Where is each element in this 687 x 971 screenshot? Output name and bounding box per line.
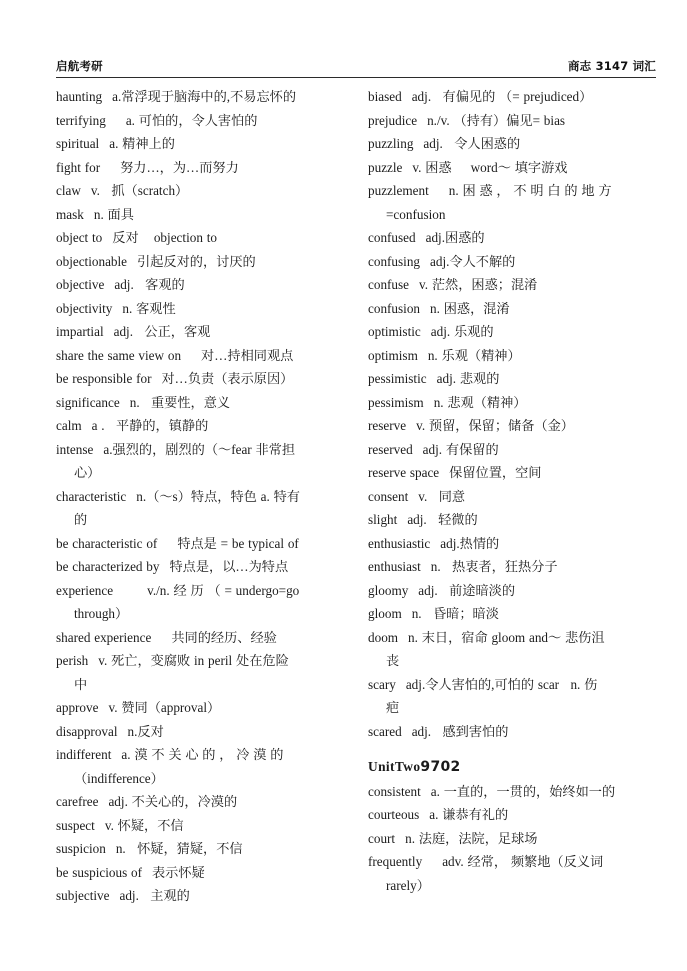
entry-term: frequently [368, 854, 423, 869]
vocabulary-entry [368, 85, 656, 109]
vocabulary-entry [368, 156, 656, 180]
vocabulary-entry [56, 179, 344, 203]
vocabulary-entry [368, 485, 656, 509]
vocabulary-entry [56, 156, 344, 180]
vocabulary-entry [56, 391, 344, 415]
vocabulary-entry [56, 743, 344, 790]
vocabulary-entry [56, 485, 344, 532]
vocabulary-entry [368, 827, 656, 851]
entry-term: disapproval [56, 723, 118, 739]
entry-definition: 特点是，以…为特点 [169, 559, 289, 574]
entry-term: enthusiast [368, 559, 421, 574]
entry-definition: adj. 有偏见的 （= prejudiced） [411, 89, 593, 104]
entry-term: gloomy [368, 582, 409, 598]
vocabulary-entry [368, 626, 656, 673]
entry-definition: 对…持相同观点 [201, 347, 294, 363]
vocabulary-entry [56, 226, 344, 250]
entry-definition: n. 悲观（精神） [433, 394, 527, 410]
entry-definition: n. 热衷者，狂热分子 [430, 559, 558, 574]
vocabulary-entry [368, 602, 656, 626]
entry-definition: n. 昏暗；暗淡 [411, 606, 499, 621]
vocabulary-entry [56, 696, 344, 720]
vocabulary-entry [368, 555, 656, 579]
entry-continuation: 的 [74, 512, 88, 527]
entry-continuation: through） [74, 606, 129, 621]
vocabulary-entry [56, 720, 344, 744]
vocabulary-entry [56, 814, 344, 838]
entry-term: consent [368, 488, 409, 504]
entry-definition: 努力…，为…而努力 [120, 159, 239, 175]
entry-continuation: 丧 [386, 653, 400, 668]
entry-definition: n. 面具 [93, 206, 134, 222]
unit-number: 9702 [420, 759, 461, 775]
entry-term: be characteristic of [56, 535, 158, 551]
entry-continuation: （indifference） [74, 770, 164, 786]
entry-term: confused [368, 230, 416, 245]
right-entry-list [368, 85, 656, 743]
entry-term: experience [56, 582, 114, 598]
entry-term: impartial [56, 324, 104, 339]
vocabulary-entry [368, 414, 656, 438]
vocabulary-entry [368, 391, 656, 415]
entry-term: subjective [56, 888, 110, 903]
vocabulary-entry [56, 579, 344, 626]
entry-term: slight [368, 512, 398, 527]
entry-definition: v. 死亡，变腐败 in peril 处在危险 [98, 653, 289, 668]
entry-term: characteristic [56, 488, 127, 504]
entry-definition: a. 谦恭有礼的 [429, 807, 509, 822]
entry-definition: 表示怀疑 [151, 864, 205, 880]
entry-definition: 对…负责（表示原因） [161, 371, 294, 386]
entry-term: biased [368, 89, 402, 104]
vocabulary-entry [368, 438, 656, 462]
entry-definition: v. 困惑 word～ 填字游戏 [412, 159, 568, 175]
header-left-title: 启航考研 [56, 59, 103, 73]
entry-definition: adj. 有保留的 [422, 441, 499, 457]
entry-definition: n. 重要性，意义 [129, 394, 231, 410]
entry-term: terrifying [56, 112, 106, 128]
vocabulary-entry [56, 109, 344, 133]
entry-definition: adj. 客观的 [114, 277, 185, 292]
entry-term: optimistic [368, 324, 421, 339]
vocabulary-entry [368, 320, 656, 344]
vocabulary-entry [368, 367, 656, 391]
entry-term: scary [368, 676, 396, 692]
vocabulary-entry [368, 132, 656, 156]
vocabulary-entry [368, 461, 656, 485]
entry-definition: n. 乐观（精神） [427, 347, 521, 363]
entry-term: indifferent [56, 747, 112, 762]
entry-term: reserve space [368, 465, 440, 480]
entry-definition: a. 可怕的，令人害怕的 [125, 112, 258, 128]
entry-definition: adj. 悲观的 [436, 371, 500, 386]
left-column [56, 85, 344, 908]
vocabulary-entry [56, 790, 344, 814]
entry-definition: n.反对 [127, 723, 164, 739]
entry-term: puzzling [368, 136, 414, 151]
entry-term: be responsible for [56, 371, 152, 386]
vocabulary-entry [368, 109, 656, 133]
entry-definition: a.强烈的，剧烈的（～fear 非常担 [103, 441, 296, 457]
entry-term: objective [56, 277, 105, 292]
entry-term: perish [56, 653, 89, 668]
vocabulary-entry [368, 179, 656, 226]
vocabulary-entry [368, 297, 656, 321]
entry-term: carefree [56, 794, 99, 809]
vocabulary-entry [56, 273, 344, 297]
entry-definition: adj.困惑的 [425, 230, 485, 245]
vocabulary-entry [368, 850, 656, 897]
entry-term: shared experience [56, 629, 152, 645]
entry-definition: n./v. （持有）偏见= bias [427, 112, 566, 128]
entry-term: calm [56, 418, 82, 433]
entry-definition: v. 抓（scratch） [90, 183, 189, 198]
entry-definition: adj. 主观的 [119, 888, 190, 903]
entry-term: suspicion [56, 841, 106, 856]
unit-label: Unit [368, 759, 395, 774]
vocabulary-entry [368, 344, 656, 368]
entry-definition: adj.热情的 [440, 535, 500, 551]
entry-definition: adj. 感到害怕的 [411, 723, 509, 739]
right-entry-list-after-unit [368, 780, 656, 898]
vocabulary-entry [56, 438, 344, 485]
vocabulary-entry [368, 673, 656, 720]
entry-definition: 反对 objection to [112, 230, 217, 245]
vocabulary-entry [368, 803, 656, 827]
entry-definition: v. 赞同（approval） [108, 700, 221, 715]
entry-term: objectivity [56, 300, 113, 316]
entry-term: spiritual [56, 136, 100, 151]
left-entry-list [56, 85, 344, 908]
vocabulary-entry [56, 203, 344, 227]
entry-term: pessimism [368, 394, 424, 410]
entry-definition: adj. 令人困惑的 [423, 136, 521, 151]
entry-definition: adj. 乐观的 [430, 324, 494, 339]
vocabulary-entry [56, 884, 344, 908]
entry-definition: a. 精神上的 [109, 136, 175, 151]
vocabulary-entry [56, 861, 344, 885]
vocabulary-entry [56, 367, 344, 391]
vocabulary-entry [56, 414, 344, 438]
entry-definition: a. 一直的，一贯的，始终如一的 [430, 783, 616, 799]
entry-definition: a . 平静的，镇静的 [91, 418, 209, 433]
vocabulary-entry [368, 720, 656, 744]
entry-term: intense [56, 441, 94, 457]
entry-term: fight for [56, 159, 101, 175]
entry-term: confuse [368, 277, 410, 292]
entry-definition: adj. 不关心的，冷漠的 [108, 794, 238, 809]
entry-definition: adv. 经常， 频繁地（反义词 [442, 854, 604, 869]
entry-definition: n. 怀疑，猜疑，不信 [115, 841, 243, 856]
entry-definition: 引起反对的，讨厌的 [137, 253, 256, 269]
right-column [354, 85, 656, 897]
entry-term: suspect [56, 817, 95, 833]
entry-continuation: 疤 [386, 700, 400, 715]
entry-definition: n. 末日，宿命 gloom and～ 悲伤沮 [408, 629, 605, 645]
entry-definition: v. 同意 [418, 488, 466, 504]
entry-term: haunting [56, 89, 103, 104]
entry-term: pessimistic [368, 371, 427, 386]
entry-term: court [368, 830, 396, 846]
entry-definition: adj. 公正，客观 [113, 324, 211, 339]
vocabulary-entry [56, 555, 344, 579]
vocabulary-entry [56, 85, 344, 109]
entry-definition: n. 客观性 [122, 300, 176, 316]
entry-definition: adj.令人害怕的,可怕的 scar n. 伤 [405, 676, 598, 692]
entry-continuation: rarely） [386, 877, 430, 893]
vocabulary-entry [56, 532, 344, 556]
entry-term: approve [56, 700, 99, 715]
entry-continuation: =confusion [386, 206, 446, 222]
entry-term: enthusiastic [368, 535, 431, 551]
entry-term: scared [368, 723, 402, 739]
entry-term: claw [56, 183, 81, 198]
vocabulary-entry [56, 344, 344, 368]
entry-definition: n. 法庭，法院，足球场 [405, 830, 538, 846]
unit-heading [368, 755, 656, 780]
entry-term: share the same view on [56, 347, 182, 363]
vocabulary-entry [368, 780, 656, 804]
entry-definition: 特点是 = be typical of [177, 535, 299, 551]
entry-term: mask [56, 206, 84, 222]
vocabulary-entry [368, 579, 656, 603]
entry-term: puzzlement [368, 183, 429, 198]
entry-term: reserve [368, 418, 407, 433]
entry-term: doom [368, 629, 399, 645]
vocabulary-entry [368, 532, 656, 556]
entry-definition: v./n. 经 历 （ = undergo=go [147, 582, 300, 598]
vocabulary-entry [56, 837, 344, 861]
two-column-body [56, 85, 656, 931]
entry-term: be characterized by [56, 559, 160, 574]
entry-definition: adj. 轻微的 [407, 512, 478, 527]
entry-definition: a.常浮现于脑海中的,不易忘怀的 [112, 89, 297, 104]
entry-definition: v. 预留，保留；储备（金） [416, 418, 574, 433]
entry-definition: adj.令人不解的 [430, 253, 516, 269]
entry-continuation: 中 [74, 676, 88, 692]
vocabulary-entry [368, 508, 656, 532]
header-divider-rule [56, 77, 656, 78]
entry-term: puzzle [368, 159, 403, 175]
entry-term: confusion [368, 300, 421, 316]
entry-term: prejudice [368, 112, 418, 128]
entry-term: objectionable [56, 253, 128, 269]
entry-definition: v. 茫然，困惑；混淆 [419, 277, 538, 292]
vocabulary-entry [56, 649, 344, 696]
running-header [56, 52, 656, 75]
vocabulary-entry [56, 297, 344, 321]
entry-term: confusing [368, 253, 421, 269]
entry-term: reserved [368, 441, 413, 457]
header-right-title: 商志 3147 词汇 [567, 59, 656, 73]
vocabulary-entry [56, 132, 344, 156]
vocabulary-entry [56, 250, 344, 274]
unit-name: Two [394, 759, 421, 774]
vocabulary-entry [56, 320, 344, 344]
entry-term: be suspicious of [56, 864, 142, 880]
entry-term: significance [56, 394, 120, 410]
vocabulary-entry [56, 626, 344, 650]
entry-definition: n.（～s）特点，特色 a. 特有 [136, 488, 300, 504]
vocabulary-entry [368, 273, 656, 297]
entry-definition: a. 漠 不 关 心 的 ， 冷 漠 的 [121, 747, 284, 762]
entry-definition: 共同的经历、经验 [171, 629, 277, 645]
entry-definition: 保留位置，空间 [449, 465, 542, 480]
vocabulary-entry [368, 226, 656, 250]
page-content-area [56, 52, 656, 932]
vocabulary-entry [368, 250, 656, 274]
entry-term: courteous [368, 807, 420, 822]
entry-definition: v. 怀疑，不信 [104, 817, 184, 833]
entry-continuation: 心） [74, 465, 101, 480]
unit-heading-spacer [368, 743, 656, 755]
entry-term: optimism [368, 347, 418, 363]
entry-term: object to [56, 230, 103, 245]
entry-term: consistent [368, 783, 421, 799]
entry-definition: n. 困惑，混淆 [430, 300, 510, 316]
entry-term: gloom [368, 606, 402, 621]
entry-definition: n. 困 惑 ， 不 明 白 的 地 方 [448, 183, 612, 198]
entry-definition: adj. 前途暗淡的 [418, 582, 516, 598]
